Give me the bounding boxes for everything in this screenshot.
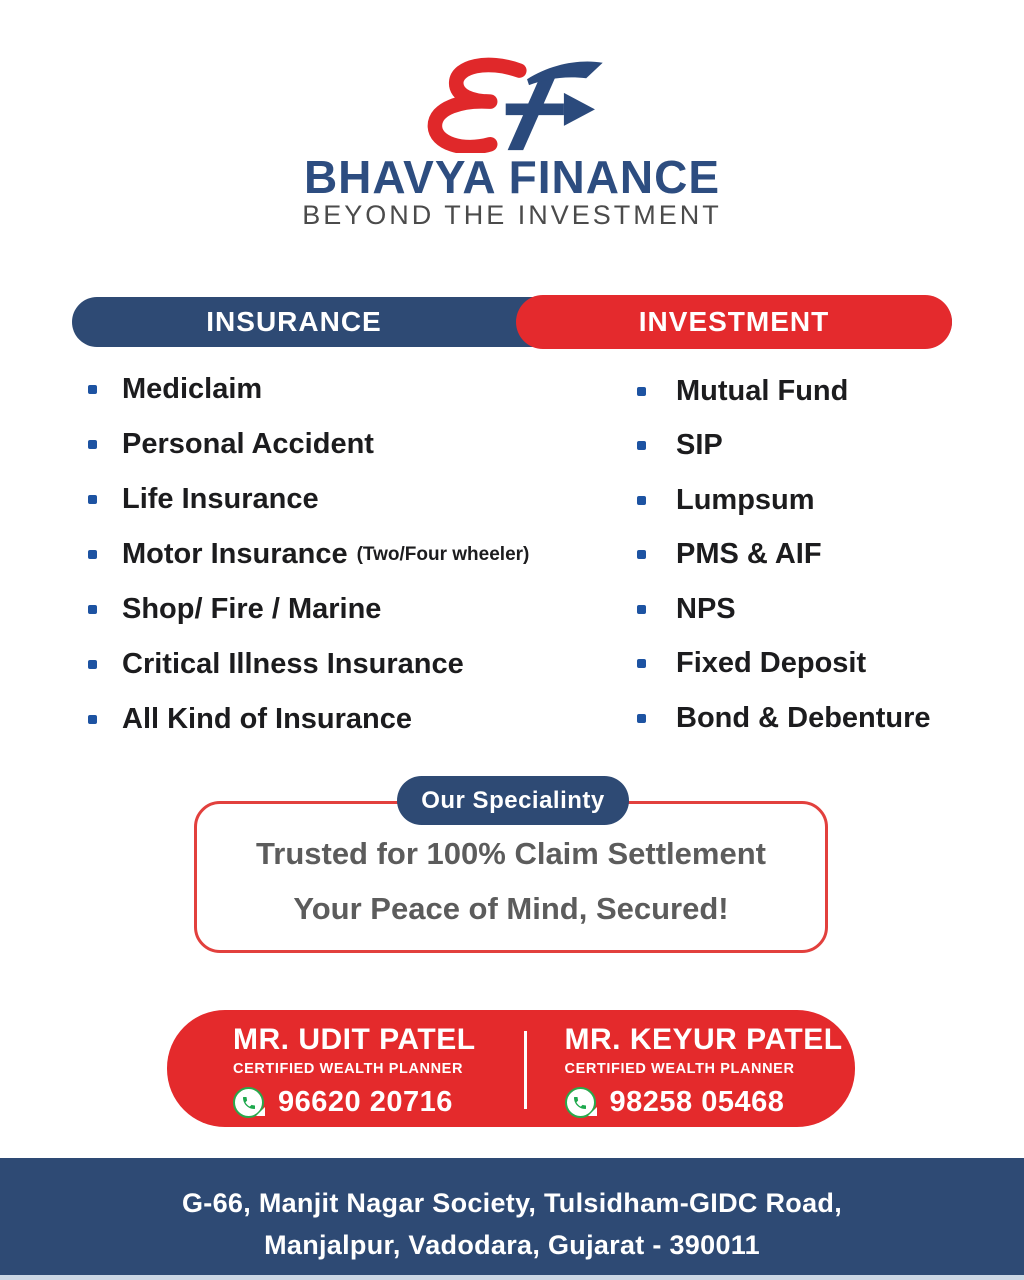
section-header-bar	[72, 297, 952, 347]
item-label: Personal Accident	[122, 428, 374, 460]
square-bullet-icon	[637, 659, 646, 668]
contact-udit-patel	[167, 1023, 524, 1127]
list-item	[637, 364, 997, 419]
item-label: Mutual Fund	[676, 374, 849, 407]
contact-card	[167, 1010, 855, 1127]
list-item	[88, 692, 588, 747]
item-label: Fixed Deposit	[676, 647, 867, 680]
address-bar	[0, 1158, 1024, 1275]
square-bullet-icon	[88, 660, 97, 669]
list-item	[637, 582, 997, 637]
address-line-2: Manjalpur, Vadodara, Gujarat - 390011	[264, 1230, 760, 1260]
square-bullet-icon	[88, 715, 97, 724]
square-bullet-icon	[637, 605, 646, 614]
item-label: All Kind of Insurance	[122, 703, 413, 735]
phone-number: 98258 05468	[609, 1086, 785, 1118]
item-label: Bond & Debenture	[676, 701, 931, 734]
whatsapp-phone-icon	[233, 1087, 264, 1118]
whatsapp-phone-icon	[565, 1087, 596, 1118]
bottom-edge-strip	[0, 1275, 1024, 1280]
square-bullet-icon	[88, 495, 97, 504]
investment-header: INVESTMENT	[638, 306, 830, 337]
speciality-badge: Our Specialinty	[397, 776, 629, 825]
contact-keyur-patel	[527, 1023, 856, 1127]
item-label: PMS & AIF	[676, 538, 822, 571]
speciality-line-1: Trusted for 100% Claim Settlement	[256, 836, 766, 871]
insurance-header: INSURANCE	[206, 306, 382, 337]
list-item	[637, 419, 997, 474]
list-item	[88, 527, 588, 582]
list-item	[88, 417, 588, 472]
brand-tagline: BEYOND THE INVESTMENT	[302, 200, 722, 230]
contact-title: CERTIFIED WEALTH PLANNER	[233, 1061, 464, 1077]
list-item	[88, 362, 588, 417]
contact-title: CERTIFIED WEALTH PLANNER	[564, 1061, 795, 1077]
item-label: Lumpsum	[676, 483, 815, 516]
list-item	[88, 582, 588, 637]
phone-number: 96620 20716	[278, 1086, 453, 1118]
bf-monogram-icon	[420, 56, 605, 153]
investment-list	[637, 364, 997, 746]
item-note: (Two/Four wheeler)	[356, 543, 530, 565]
square-bullet-icon	[88, 440, 97, 449]
item-label: Critical Illness Insurance	[122, 648, 464, 680]
item-label: SIP	[676, 429, 723, 462]
list-item	[637, 637, 997, 692]
speciality-line-2: Your Peace of Mind, Secured!	[293, 891, 729, 926]
phone-link[interactable]	[233, 1086, 524, 1119]
insurance-list	[88, 362, 588, 747]
square-bullet-icon	[88, 605, 97, 614]
square-bullet-icon	[637, 550, 646, 559]
list-item	[88, 472, 588, 527]
brand-name: BHAVYA FINANCE	[303, 151, 721, 203]
square-bullet-icon	[637, 387, 646, 396]
phone-link[interactable]	[565, 1086, 856, 1119]
item-label: NPS	[676, 592, 736, 625]
square-bullet-icon	[637, 441, 646, 450]
square-bullet-icon	[88, 385, 97, 394]
square-bullet-icon	[88, 550, 97, 559]
item-label: Life Insurance	[122, 483, 319, 515]
contact-name: MR. KEYUR PATEL	[564, 1023, 843, 1056]
address-line-1: G-66, Manjit Nagar Society, Tulsidham-GIDC Road,	[182, 1188, 842, 1218]
list-item	[88, 637, 588, 692]
list-item	[637, 528, 997, 583]
item-label: Mediclaim	[122, 373, 263, 405]
list-item	[637, 473, 997, 528]
square-bullet-icon	[637, 496, 646, 505]
item-label: Shop/ Fire / Marine	[122, 593, 382, 625]
square-bullet-icon	[637, 714, 646, 723]
contact-name: MR. UDIT PATEL	[233, 1023, 476, 1056]
item-label: Motor Insurance	[122, 538, 348, 570]
list-item	[637, 691, 997, 746]
